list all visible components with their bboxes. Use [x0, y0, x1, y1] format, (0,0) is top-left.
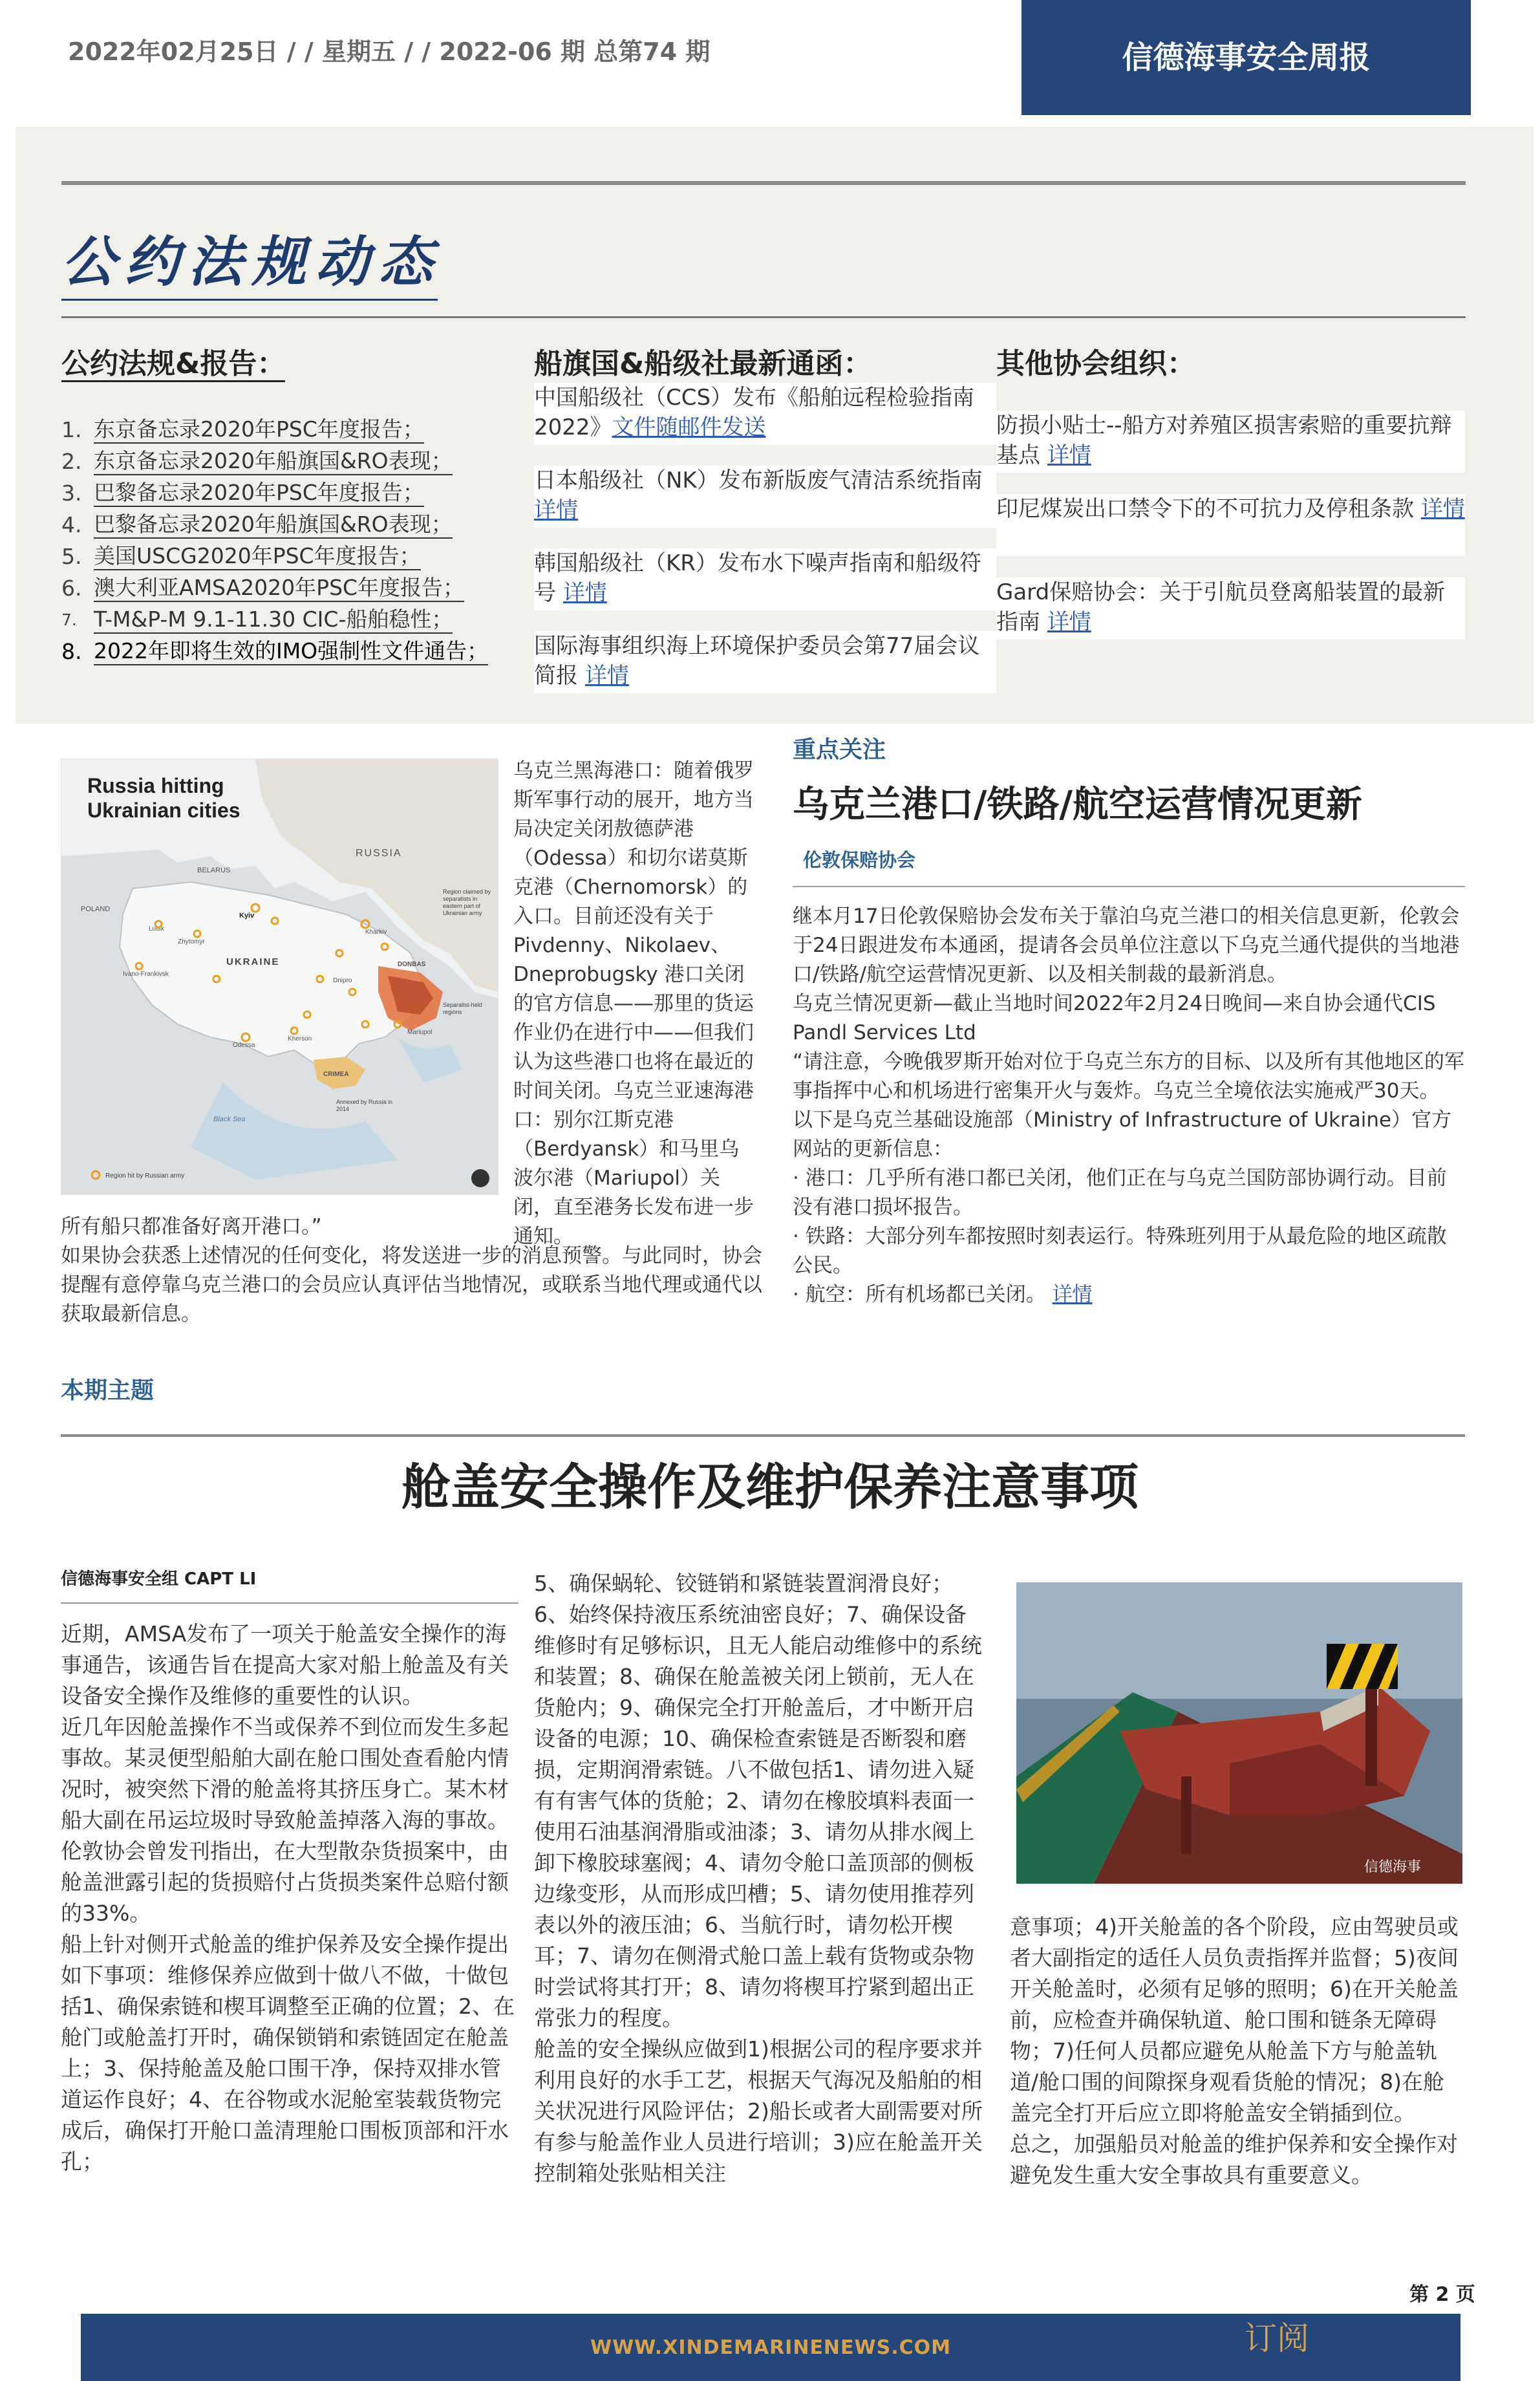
list-item[interactable]: 1. 东京备忘录2020年PSC年度报告；: [61, 416, 424, 442]
map-legend: Region hit by Russian army: [105, 1172, 185, 1180]
col3-heading: 其他协会组织：: [996, 347, 1195, 380]
details-link[interactable]: 详情: [1052, 1283, 1093, 1306]
map-city: Zhytomyr: [178, 938, 205, 945]
subscribe-link[interactable]: 订阅: [1245, 2320, 1309, 2357]
map-city: Ivano-Frankivsk: [123, 971, 169, 978]
divider: [61, 1602, 519, 1604]
list-item[interactable]: 6. 澳大利亚AMSA2020年PSC年度报告；: [61, 574, 465, 601]
section-title: 公约法规动态: [61, 230, 442, 294]
theme-col2: 5、确保蜗轮、铰链销和紧链装置润滑良好；6、始终保持液压系统油密良好；7、确保设备维修时有足够标识，且无人能启动维修中的系统和装置；8、确保在舱盖被关闭上锁前，无人在货舱内；9、确保完全打开舱盖后，才中断开启设备的电源；10、确保检查索链是否断裂和磨损，定期润滑索链。八不做包括1、请勿进入疑有有害气体的货舱；2、请勿在橡胶填料表面一使用石油基润滑脂或油漆；3、请勿从排水阀上卸下橡胶球塞阀；4、请勿令舱口盖顶部的侧板边缘变形，从而形成凹槽；5、请勿使用推荐列表以外的液压油；6、当航行时，请勿松开楔耳；7、请勿在侧滑式舱口盖上载有货物或杂物时尝试将其打开；8、请勿将楔耳拧紧到超出正常张力的程度。 舱盖的安全操纵应做到1)根据公司的程序要求并利用良好的水手工艺，根据天气海况及船舶的相关状况进行风险评估；2)船长或者大副需要对所有参与舱盖作业人员进行培训；3)应在舱盖开关控制箱处张贴相关注: [534, 1571, 983, 2186]
notice-item: 防损小贴士--船方对养殖区损害索赔的重要抗辩基点 详情: [996, 411, 1465, 473]
divider: [793, 886, 1465, 887]
theme-col1: 近期，AMSA发布了一项关于舱盖安全操作的海事通告，该通告旨在提高大家对船上舱盖及有关设备安全操作及维修的重要性的认识。 近几年因舱盖操作不当或保养不到位而发生多起事故。某灵便型船舶大副在舱口围处查看舱内情况时，被突然下滑的舱盖将其挤压身亡。某木材船大副在吊运垃圾时导致舱盖掉落入海的事故。伦敦协会曾发刊指出，在大型散杂货损案中，由舱盖泄露引起的货损赔付占货损类案件总赔付额的33%。 船上针对侧开式舱盖的维护保养及安全操作提出如下事项：维修保养应做到十做八不做，十做包括1、确保索链和楔耳调整至正确的位置；2、在舱门或舱盖打开时，确保锁销和索链固定在舱盖上；3、保持舱盖及舱口围干净，保持双排水管道运作良好；4、在谷物或水泥舱室装载货物完成后，确保打开舱口盖清理舱口围板顶部和汗水孔；: [61, 1621, 515, 2174]
map-title-line2: Ukrainian cities: [87, 799, 241, 822]
details-link[interactable]: 详情: [562, 580, 607, 606]
map-city: Lutsk: [149, 925, 164, 932]
map-label-ukraine: UKRAINE: [226, 956, 280, 967]
details-link[interactable]: 详情: [534, 497, 578, 523]
hatch-cover-photo: [1016, 1582, 1462, 1884]
map-label-poland: POLAND: [81, 905, 111, 913]
details-link[interactable]: 详情: [584, 663, 629, 689]
list-item[interactable]: 2. 东京备忘录2020年船旗国&RO表现；: [61, 447, 453, 474]
map-note: Annexed by Russia in 2014: [336, 1099, 393, 1112]
map-label-donbas: DONBAS: [398, 961, 426, 968]
details-link[interactable]: 详情: [1047, 442, 1091, 468]
map-note: Separatist-held regions: [443, 1002, 482, 1015]
russia-ukraine-map: [61, 759, 498, 1195]
ports-side-text: 乌克兰黑海港口：随着俄罗斯军事行动的展开，地方当局决定关闭敖德萨港（Odessa）和切尔诺莫斯克港（Chernomorsk）的入口。目前还没有关于Pivdenny、Nikolaev、Dneprobugsky 港口关闭的官方信息——那里的货运作业仍在进行中——但我们认为这些港口也将在最近的时间关闭。乌克兰亚速海港口：别尔江斯克港（Berdyansk）和马里乌波尔港（Mariupol）关闭，直至港务长发布进一步通知。: [513, 759, 754, 1248]
list-item[interactable]: 8. 2022年即将生效的IMO强制性文件通告；: [61, 638, 489, 664]
map-city: Dnipro: [333, 977, 352, 984]
divider: [61, 181, 1466, 185]
page-number: 第 2 页: [1409, 2283, 1475, 2306]
notice-item: 中国船级社（CCS）发布《船舶远程检验指南 2022》文件随邮件发送: [534, 383, 996, 445]
col1-heading: 公约法规&报告：: [61, 346, 285, 382]
list-item[interactable]: 7. T-M&P-M 9.1-11.30 CIC-船舶稳性；: [61, 604, 527, 636]
map-city: Odessa: [233, 1042, 255, 1049]
map-label-crimea: CRIMEA: [323, 1071, 349, 1078]
report-list: [61, 414, 527, 667]
col2-heading: 船旗国&船级社最新通函：: [534, 347, 872, 380]
map-city: Kyiv: [239, 912, 255, 920]
attachment-link[interactable]: 文件随邮件发送: [612, 415, 766, 440]
theme-byline: 信德海事安全组 CAPT LI: [61, 1569, 257, 1589]
theme-title: 舱盖安全操作及维护保养注意事项: [401, 1458, 1139, 1516]
notice-item: 日本船级社（NK）发布新版废气清洁系统指南 详情: [534, 466, 996, 528]
brand-title: 信德海事安全周报: [1122, 39, 1371, 76]
map-note: Region claimed by separatists in eastern part of Ukrainian army: [443, 889, 491, 916]
notice-item: 印尼煤炭出口禁令下的不可抗力及停租条款 详情: [996, 494, 1465, 556]
map-title-line1: Russia hitting: [87, 774, 224, 797]
map-label-russia: RUSSIA: [356, 848, 402, 859]
map-label-blacksea: Black Sea: [213, 1115, 246, 1123]
brand-banner: [1021, 0, 1471, 115]
footer-bar: [81, 2314, 1460, 2381]
list-item[interactable]: 3. 巴黎备忘录2020年PSC年度报告；: [61, 479, 424, 506]
afp-logo-icon: [471, 1169, 489, 1187]
details-link[interactable]: 详情: [1047, 609, 1091, 635]
notice-item: 国际海事组织海上环境保护委员会第77届会议简报 详情: [534, 631, 996, 693]
theme-col3: 意事项；4)开关舱盖的各个阶段，应由驾驶员或者大副指定的适任人员负责指挥并监督；5)夜间开关舱盖时，必须有足够的照明；6)在开关舱盖前，应检查并确保轨道、舱口围和链条无障碍物；7)任何人员都应避免从舱盖下方与舱盖轨道/舱口围的间隙探身观看货舱的情况；8)在舱盖完全打开后应立即将舱盖安全销插到位。 总之，加强船员对舱盖的维护保养和安全操作对避免发生重大安全事故具有重要意义。: [1010, 1914, 1459, 2188]
photo-watermark: 信德海事: [1364, 1859, 1422, 1875]
feature-continued: 所有船只都准备好离开港口。” 如果协会获悉上述情况的任何变化，将发送进一步的消息预警。与此同时，协会提醒有意停靠乌克兰港口的会员应认真评估当地情况，或联系当地代理或通代以获取最新信息。: [61, 1215, 762, 1326]
map-city: Kharkiv: [365, 929, 387, 936]
divider: [61, 1434, 1465, 1437]
section-title-underline: [61, 299, 438, 301]
notice-item: Gard保赔协会：关于引航员登离船装置的最新指南 详情: [996, 577, 1465, 640]
feature-body: 继本月17日伦敦保赔协会发布关于靠泊乌克兰港口的相关信息更新，伦敦会于24日跟进发布本通函，提请各会员单位注意以下乌克兰通代提供的当地港口/铁路/航空运营情况更新、以及相关制裁的最新消息。 乌克兰情况更新—截止当地时间2022年2月24日晚间—来自协会通代CIS Pandl Services Ltd “请注意，今晚俄罗斯开始对位于乌克兰东方的目标、以及所有其他地区的军事指挥中心和机场进行密集开火与轰炸。乌克兰全境依法实施戒严30天。 以下是乌克兰基础设施部（Ministry of Infrastructure of Ukraine）官方网站的更新信息： · 港口：几乎所有港口都已关闭，他们正在与乌克兰国防部协调行动。目前没有港口损坏报告。 · 铁路：大部分列车都按照时刻表运行。特殊班列用于从最危险的地区疏散公民。 · 航空：所有机场都已关闭。 详情: [793, 905, 1465, 1306]
focus-kicker: 重点关注: [793, 737, 886, 763]
notice-item: 韩国船级社（KR）发布水下噪声指南和船级符号 详情: [534, 548, 996, 610]
website-link[interactable]: WWW.XINDEMARINENEWS.COM: [590, 2336, 952, 2359]
divider: [61, 316, 1466, 318]
map-label-belarus: BELARUS: [197, 867, 231, 874]
list-item[interactable]: 4. 巴黎备忘录2020年船旗国&RO表现；: [61, 511, 453, 537]
list-item[interactable]: 5. 美国USCG2020年PSC年度报告；: [61, 543, 421, 569]
theme-kicker: 本期主题: [61, 1377, 155, 1404]
map-city: Mariupol: [407, 1029, 433, 1036]
feature-byline: 伦敦保赔协会: [803, 849, 916, 871]
issue-meta: 2022年02月25日 / / 星期五 / / 2022-06 期 总第74 期: [68, 38, 711, 66]
feature-title: 乌克兰港口/铁路/航空运营情况更新: [793, 784, 1362, 826]
details-link[interactable]: 详情: [1420, 496, 1465, 522]
map-city: Kherson: [288, 1035, 312, 1042]
